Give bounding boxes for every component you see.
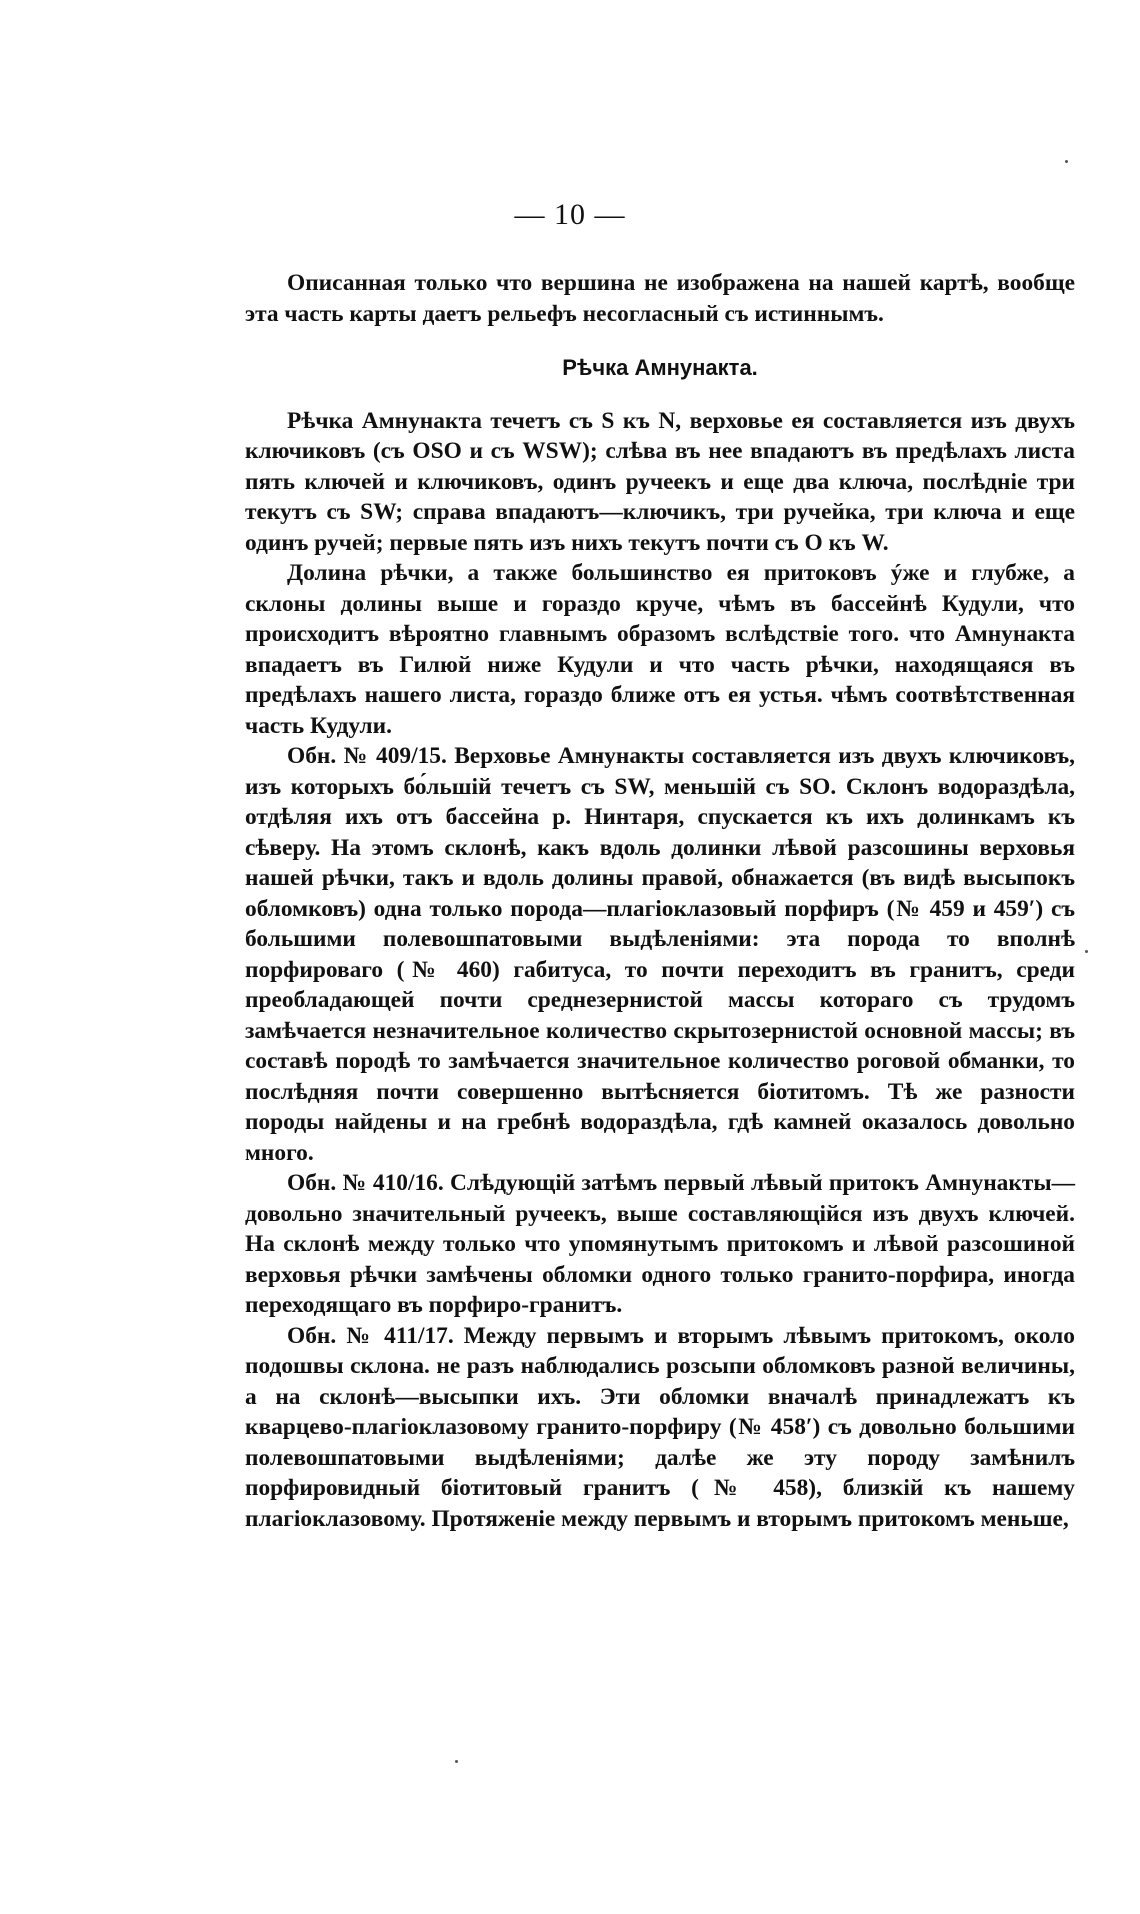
paragraph: Долина рѣчки, а также большинство ея притоковъ ýже и глубже, а склоны долины выше и гораздо круче, чѣмъ въ бассейнѣ Кудули, что происходитъ вѣроятно главнымъ образомъ вслѣдствіе того. что Амнунакта впадаетъ въ Гилюй ниже Кудули и что часть рѣчки, находящаяся въ предѣлахъ нашего листа, гораздо ближе отъ ея устья. чѣмъ соотвѣтственная часть Кудули. bbox=[245, 560, 1075, 739]
intro-paragraph: Описанная только что вершина не изображена на нашей картѣ, вообще эта часть карты даетъ рельефъ несогласный съ истиннымъ. bbox=[245, 270, 1075, 327]
scan-speck bbox=[455, 1760, 458, 1763]
section-title: Рѣчка Амнунакта. bbox=[562, 355, 758, 380]
paragraph: Обн. № 410/16. Слѣдующій затѣмъ первый лѣвый притокъ Амнунакты—довольно значительный ручеекъ, выше составляющійся изъ двухъ ключей. На склонѣ между только что упомянутымъ притокомъ и лѣвой разсошиной верховья рѣчки замѣчены обломки одного только гранито-порфира, иногда переходящаго въ порфиро-гранитъ. bbox=[245, 1170, 1075, 1318]
scan-speck bbox=[1085, 950, 1088, 953]
page-number: — 10 — bbox=[514, 198, 626, 231]
scan-speck bbox=[1065, 160, 1068, 163]
paragraph: Обн. № 409/15. Верховье Амнунакты составляется изъ двухъ ключиковъ, изъ которыхъ бо́льшій течетъ съ SW, меньшій съ SO. Склонъ водораздѣла, отдѣляя ихъ отъ бассейна р. Нинтаря, спускается къ ихъ долинкамъ къ сѣверу. На этомъ склонѣ, какъ вдоль долинки лѣвой разсошины верховья нашей рѣчки, такъ и вдоль долины правой, обнажается (въ видѣ высыпокъ обломковъ) одна только порода—плагіоклазовый порфиръ (№ 459 и 459′) съ большими полевошпатовыми выдѣленіями: эта порода то вполнѣ порфироваго (№ 460) габитуса, то почти переходитъ въ гранитъ, среди преобладающей почти среднезернистой массы котораго съ трудомъ замѣчается незначительное количество скрытозернистой основной массы; въ составѣ породѣ то замѣчается значительное количество роговой обманки, то послѣдняя почти совершенно вытѣсняется біотитомъ. Тѣ же разности породы найдены и на гребнѣ водораздѣла, гдѣ камней оказалось довольно много. bbox=[245, 743, 1075, 1166]
paragraph: Обн. № 411/17. Между первымъ и вторымъ лѣвымъ притокомъ, около подошвы склона. не разъ наблюдались розсыпи обломковъ разной величины, а на склонѣ—высыпки ихъ. Эти обломки вначалѣ принадлежатъ къ кварцево-плагіоклазовому гранито-порфиру (№ 458′) съ довольно большими полевошпатовыми выдѣленіями; далѣе же эту породу замѣнилъ порфировидный біотитовый гранитъ (№ 458), близкій къ нашему плагіоклазовому. Протяженіе между первымъ и вторымъ притокомъ меньше, bbox=[245, 1322, 1075, 1532]
paragraph: Рѣчка Амнунакта течетъ съ S къ N, верховье ея составляется изъ двухъ ключиковъ (съ OSO и съ WSW); слѣва въ нее впадаютъ въ предѣлахъ листа пять ключей и ключиковъ, одинъ ручеекъ и еще два ключа, послѣдніе три текутъ съ SW; справа впадаютъ—ключикъ, три ручейка, три ключа и еще одинъ ручей; первые пять изъ нихъ текутъ почти съ О къ W. bbox=[245, 407, 1075, 556]
body-text bbox=[245, 268, 1075, 1534]
